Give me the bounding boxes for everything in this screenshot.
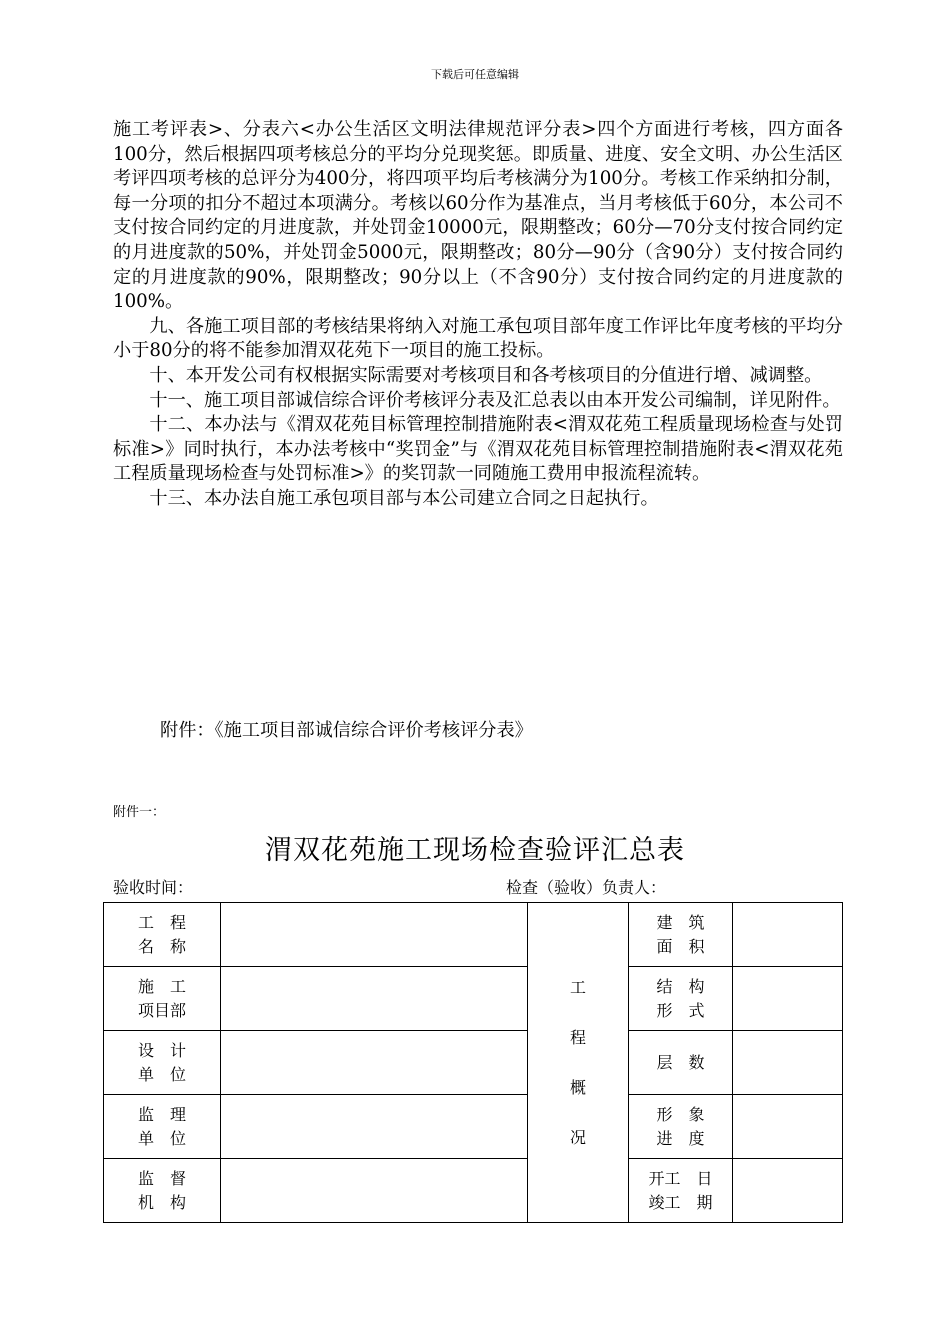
table-row bbox=[104, 967, 843, 1031]
paragraph-10: 十、本开发公司有权根据实际需要对考核项目和各考核项目的分值进行增、减调整。 bbox=[149, 364, 823, 386]
row-label-structure-type: 结 构 形 式 bbox=[629, 967, 733, 1031]
appendix-label: 附件一： bbox=[113, 805, 166, 820]
row-label-progress: 形 象 进 度 bbox=[629, 1095, 733, 1159]
page-header: 下载后可任意编辑 bbox=[431, 68, 519, 81]
table-row bbox=[104, 1031, 843, 1095]
row-label-floors: 层 数 bbox=[629, 1031, 733, 1095]
body-text bbox=[113, 118, 843, 512]
row-label-design-unit: 设 计 单 位 bbox=[104, 1031, 221, 1095]
inspector-label: 检查（验收）负责人： bbox=[506, 878, 667, 897]
project-overview-label: 工 程 概 况 bbox=[528, 903, 629, 1223]
acceptance-time-label: 验收时间： bbox=[113, 878, 194, 897]
supervision-unit-value[interactable] bbox=[221, 1095, 528, 1159]
paragraph-11: 十一、施工项目部诚信综合评价考核评分表及汇总表以由本开发公司编制，详见附件。 bbox=[149, 389, 841, 411]
row-label-oversight-agency: 监 督 机 构 bbox=[104, 1159, 221, 1223]
table-row bbox=[104, 1095, 843, 1159]
design-unit-value[interactable] bbox=[221, 1031, 528, 1095]
row-label-supervision-unit: 监 理 单 位 bbox=[104, 1095, 221, 1159]
oversight-agency-value[interactable] bbox=[221, 1159, 528, 1223]
form-title: 渭双花苑施工现场检查验评汇总表 bbox=[265, 835, 685, 866]
paragraph-9: 九、各施工项目部的考核结果将纳入对施工承包项目部年度工作评比年度考核的平均分小于80分的将不能参加渭双花苑下一项目的施工投标。 bbox=[113, 315, 843, 362]
structure-type-value[interactable] bbox=[733, 967, 843, 1031]
table-row bbox=[104, 903, 843, 967]
paragraph-13: 十三、本办法自施工承包项目部与本公司建立合同之日起执行。 bbox=[149, 487, 659, 509]
start-completion-date-value[interactable] bbox=[733, 1159, 843, 1223]
row-label-project-name: 工 程 名 称 bbox=[104, 903, 221, 967]
project-name-value[interactable] bbox=[221, 903, 528, 967]
building-area-value[interactable] bbox=[733, 903, 843, 967]
paragraph-continuation: 施工考评表>、分表六<办公生活区文明法律规范评分表>四个方面进行考核，四方面各100分，然后根据四项考核总分的平均分兑现奖惩。即质量、进度、安全文明、办公生活区考评四项考核的总评分为400分，将四项平均后考核满分为100分。考核工作采纳扣分制，每一分项的扣分不超过本项满分。考核以60分作为基准点，当月考核低于60分，本公司不支付按合同约定的月进度款，并处罚金10000元，限期整改；60分—70分支付按合同约定的月进度款的50%，并处罚金5000元，限期整改；80分—90分（含90分）支付按合同约定的月进度款的90%，限期整改；90分以上（不含90分）支付按合同约定的月进度款的100%。 bbox=[113, 119, 843, 313]
progress-value[interactable] bbox=[733, 1095, 843, 1159]
table-row bbox=[104, 1159, 843, 1223]
floors-value[interactable] bbox=[733, 1031, 843, 1095]
summary-table bbox=[103, 902, 843, 1223]
project-department-value[interactable] bbox=[221, 967, 528, 1031]
appendix-reference: 附件：《施工项目部诚信综合评价考核评分表》 bbox=[160, 720, 533, 741]
row-label-start-completion-date: 开工 日 竣工 期 bbox=[629, 1159, 733, 1223]
paragraph-12: 十二、本办法与《渭双花苑目标管理控制措施附表<渭双花苑工程质量现场检查与处罚标准>》同时执行，本办法考核中“奖罚金”与《渭双花苑目标管理控制措施附表<渭双花苑工程质量现场检查与处罚标准>》的奖罚款一同随施工费用申报流程流转。 bbox=[113, 414, 843, 485]
row-label-project-department: 施 工 项目部 bbox=[104, 967, 221, 1031]
row-label-building-area: 建 筑 面 积 bbox=[629, 903, 733, 967]
